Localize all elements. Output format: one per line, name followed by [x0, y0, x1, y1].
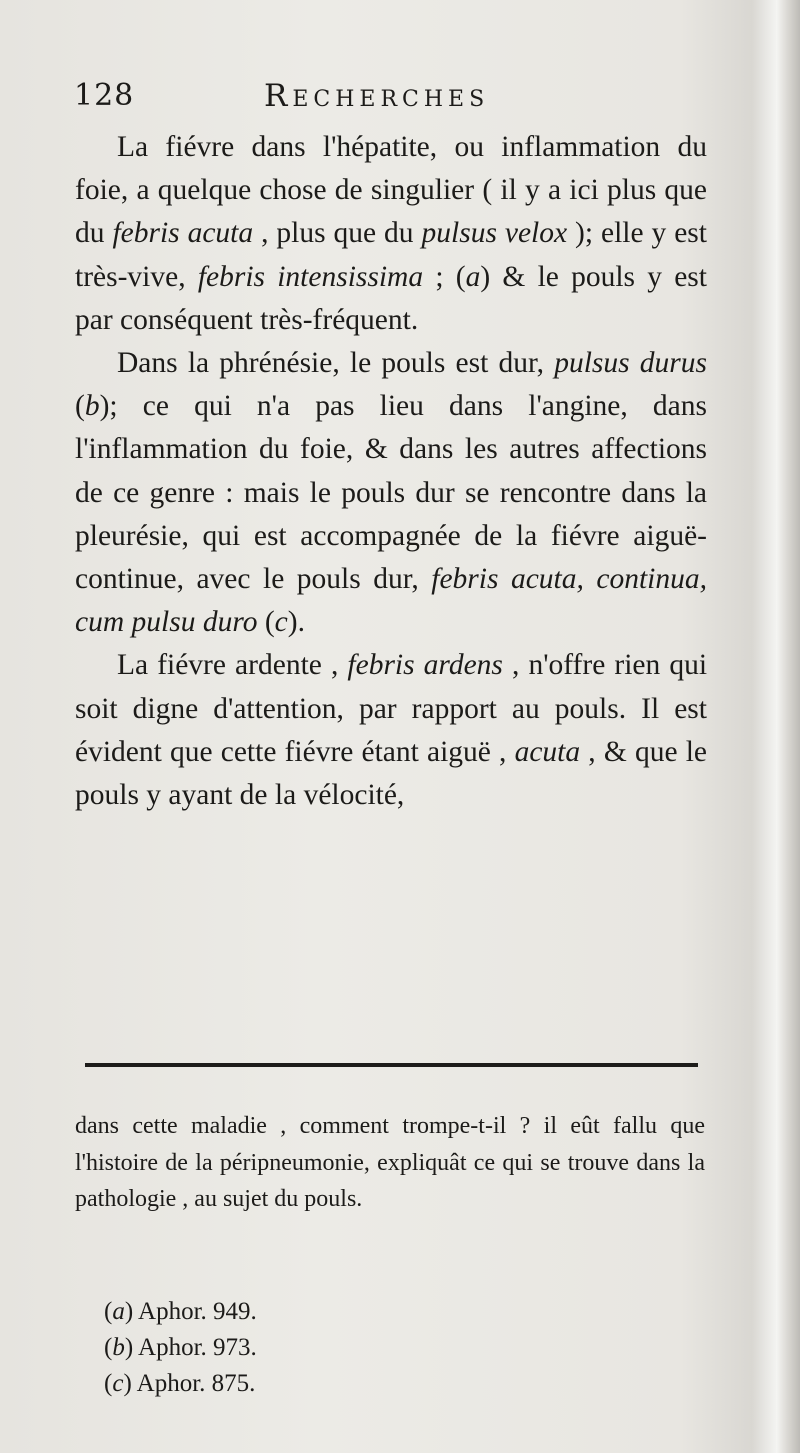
paragraph-fievre-ardente: La fiévre ardente , febris ardens , n'offre rien qui soit digne d'attention, par rapport au pouls. Il est évident que cette fiévre étant aiguë , acuta , & que le pouls y ayant de la vélocité, [75, 649, 708, 812]
paragraph-hepatite: La fiévre dans l'hépatite, ou inflammation du foie, a quelque chose de singulier ( il y a ici plus que du febris acuta , plus que du pulsus velox ); elle y est très-vive, febris intensissima ; (a) & le pouls y est par conséquent très-fréquent. [75, 131, 707, 336]
running-head: Recherches [264, 78, 490, 114]
footnote-continuation [75, 1108, 705, 1218]
paragraph-phrenesie: Dans la phrénésie, le pouls est dur, pulsus durus (b); ce qui n'a pas lieu dans l'angine, dans l'inflammation du foie, & dans les autres affections de ce genre : mais le pouls dur se rencontre dans la pleurésie, qui est accompagnée de la fiévre aiguë-continue, avec le pouls dur, febris acuta, continua, cum pulsu duro (c). [75, 347, 708, 639]
main-text [75, 126, 707, 817]
footnote-a: (a) Aphor. 949. [104, 1298, 257, 1325]
footnote-text: dans cette maladie , comment trompe-t-il ? il eût fallu que l'histoire de la péripneumonie, expliquât ce qui se trouve dans la pathologie , au sujet du pouls. [75, 1113, 705, 1212]
footnotes [104, 1294, 504, 1402]
page-number: 128 [74, 78, 135, 113]
page-header [74, 76, 554, 116]
footnote-rule [85, 1063, 698, 1067]
page-gutter [776, 0, 800, 1453]
footnote-c: (c) Aphor. 875. [104, 1370, 256, 1397]
footnote-b: (b) Aphor. 973. [104, 1334, 257, 1361]
